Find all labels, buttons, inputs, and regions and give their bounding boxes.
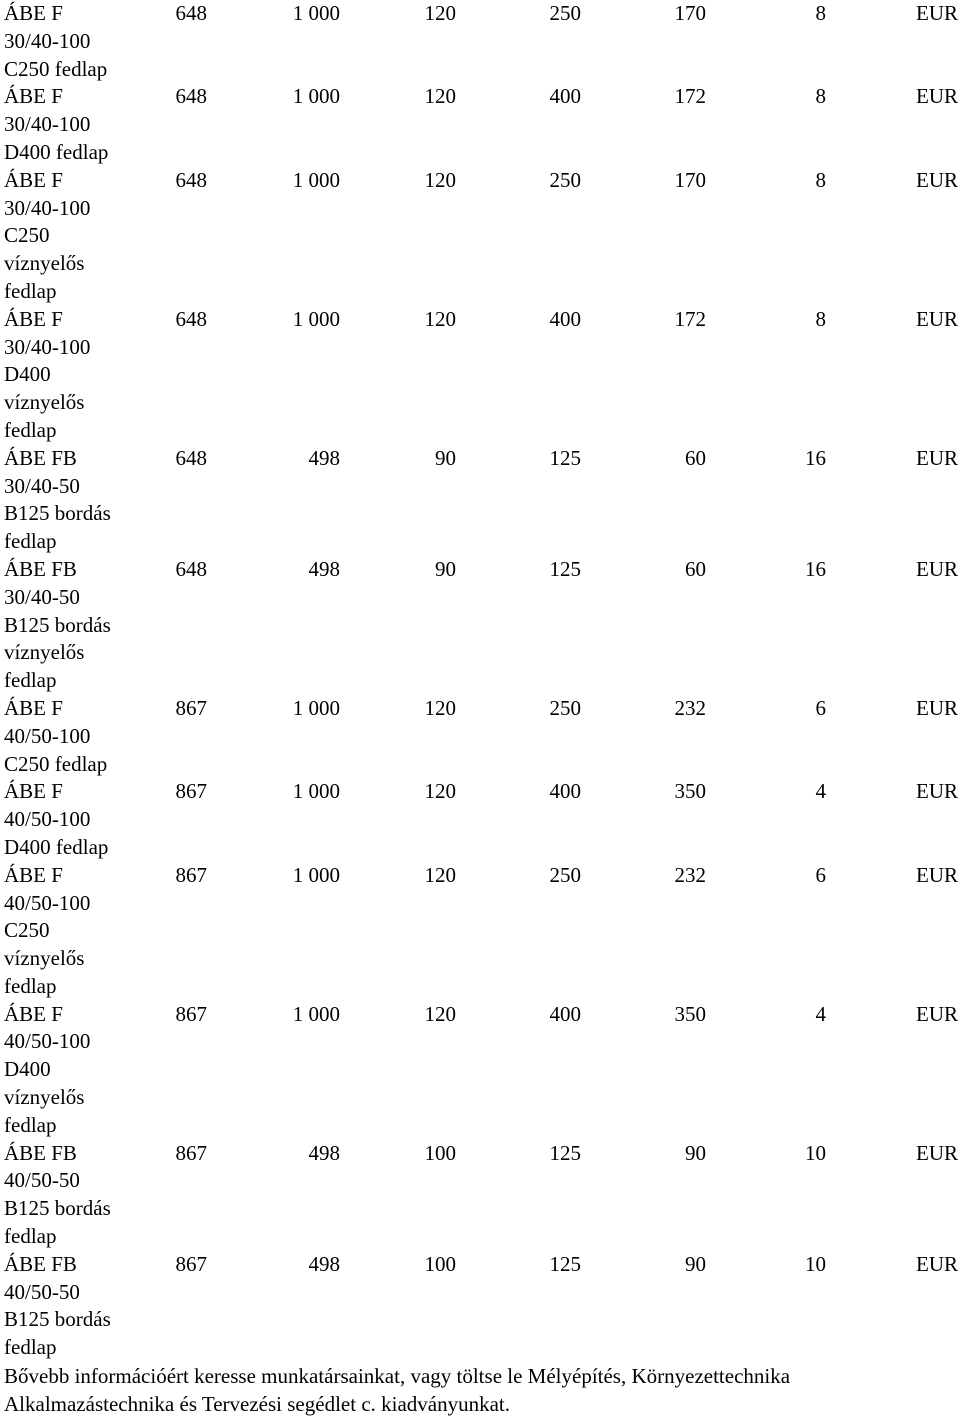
cell-col-2: 498: [308, 556, 340, 581]
cell-col-3: 120: [424, 306, 456, 331]
table-row: [0, 445, 960, 556]
product-name-line: 40/50-100: [4, 807, 91, 832]
product-name-line: 40/50-100: [4, 1029, 91, 1054]
cell-col-currency: EUR: [916, 306, 958, 331]
cell-col-2: 1 000: [292, 862, 340, 887]
product-name-line: víznyelős: [4, 251, 85, 276]
cell-col-1: 648: [175, 445, 207, 470]
cell-col-currency: EUR: [916, 556, 958, 581]
product-name-line: 30/40-50: [4, 584, 80, 609]
cell-col-3: 90: [435, 556, 456, 581]
table-row: [0, 1001, 960, 1140]
cell-col-6: 16: [805, 445, 826, 470]
product-name-line: C250: [4, 223, 50, 248]
cell-col-3: 120: [424, 1001, 456, 1026]
cell-col-4: 400: [549, 779, 581, 804]
product-name-line: 40/50-100: [4, 723, 91, 748]
product-name-line: B125 bordás: [4, 1196, 111, 1221]
table-row: [0, 167, 960, 306]
cell-col-3: 120: [424, 167, 456, 192]
cell-col-6: 4: [815, 1001, 826, 1026]
product-name-line: ÁBE F: [4, 695, 63, 720]
cell-col-currency: EUR: [916, 1001, 958, 1026]
cell-col-2: 1 000: [292, 695, 340, 720]
product-name-line: 40/50-100: [4, 890, 91, 915]
cell-col-6: 8: [815, 306, 826, 331]
cell-col-3: 120: [424, 695, 456, 720]
cell-col-1: 867: [175, 779, 207, 804]
product-name-line: 30/40-100: [4, 28, 91, 53]
cell-col-5: 350: [674, 1001, 706, 1026]
cell-col-6: 6: [815, 695, 826, 720]
cell-col-3: 90: [435, 445, 456, 470]
cell-col-1: 867: [175, 695, 207, 720]
cell-col-2: 1 000: [292, 306, 340, 331]
cell-col-1: 648: [175, 556, 207, 581]
footer-line-1: Bővebb információért keresse munkatársainkat, vagy töltse le Mélyépítés, Környezettechnika: [4, 1364, 791, 1388]
cell-col-currency: EUR: [916, 779, 958, 804]
cell-col-1: 648: [175, 306, 207, 331]
product-name-line: fedlap: [4, 973, 57, 998]
product-name-line: víznyelős: [4, 390, 85, 415]
cell-col-4: 250: [549, 862, 581, 887]
product-name-line: ÁBE F: [4, 84, 63, 109]
table-row: [0, 83, 960, 166]
cell-col-6: 10: [805, 1140, 826, 1165]
cell-col-6: 6: [815, 862, 826, 887]
product-name-line: 40/50-50: [4, 1279, 80, 1304]
product-name-line: fedlap: [4, 1335, 57, 1360]
cell-col-3: 100: [424, 1251, 456, 1276]
cell-col-currency: EUR: [916, 1140, 958, 1165]
cell-col-4: 400: [549, 1001, 581, 1026]
table-row: [0, 1140, 960, 1251]
cell-col-5: 170: [674, 1, 706, 25]
cell-col-currency: EUR: [916, 862, 958, 887]
product-name-line: fedlap: [4, 529, 57, 554]
cell-col-6: 8: [815, 1, 826, 25]
cell-col-1: 867: [175, 1001, 207, 1026]
cell-col-5: 232: [674, 862, 706, 887]
product-name-line: ÁBE F: [4, 167, 63, 192]
cell-col-4: 400: [549, 84, 581, 109]
cell-col-5: 60: [685, 445, 706, 470]
product-name-line: ÁBE FB: [4, 556, 77, 581]
cell-col-1: 648: [175, 84, 207, 109]
product-name-line: ÁBE F: [4, 1001, 63, 1026]
product-name-line: fedlap: [4, 1224, 57, 1249]
cell-col-5: 350: [674, 779, 706, 804]
product-name-line: B125 bordás: [4, 501, 111, 526]
product-name-line: ÁBE F: [4, 1, 63, 25]
cell-col-5: 60: [685, 556, 706, 581]
cell-col-5: 172: [674, 306, 706, 331]
cell-col-4: 125: [549, 1140, 581, 1165]
footer-line-2: Alkalmazástechnika és Tervezési segédlet c. kiadványunkat.: [4, 1391, 511, 1416]
product-name-line: B125 bordás: [4, 612, 111, 637]
product-name-line: fedlap: [4, 417, 57, 442]
product-name-line: fedlap: [4, 278, 57, 303]
cell-col-2: 498: [308, 445, 340, 470]
product-name-line: fedlap: [4, 1112, 57, 1137]
product-name-line: C250: [4, 918, 50, 943]
product-name-line: víznyelős: [4, 640, 85, 665]
cell-col-5: 172: [674, 84, 706, 109]
product-name-line: 30/40-100: [4, 334, 91, 359]
cell-col-3: 120: [424, 862, 456, 887]
product-name-line: fedlap: [4, 668, 57, 693]
cell-col-3: 120: [424, 84, 456, 109]
product-name-line: ÁBE F: [4, 862, 63, 887]
product-name-line: víznyelős: [4, 1085, 85, 1110]
cell-col-4: 125: [549, 445, 581, 470]
cell-col-currency: EUR: [916, 445, 958, 470]
product-name-line: D400: [4, 1057, 51, 1082]
product-name-line: ÁBE FB: [4, 1251, 77, 1276]
cell-col-6: 4: [815, 779, 826, 804]
cell-col-5: 232: [674, 695, 706, 720]
cell-col-currency: EUR: [916, 167, 958, 192]
cell-col-2: 1 000: [292, 167, 340, 192]
cell-col-6: 8: [815, 167, 826, 192]
product-name-line: ÁBE FB: [4, 445, 77, 470]
cell-col-1: 648: [175, 167, 207, 192]
cell-col-3: 120: [424, 1, 456, 25]
cell-col-4: 250: [549, 1, 581, 25]
cell-col-2: 498: [308, 1251, 340, 1276]
product-name-line: 30/40-100: [4, 195, 91, 220]
cell-col-2: 498: [308, 1140, 340, 1165]
cell-col-5: 90: [685, 1140, 706, 1165]
table-row: [0, 1251, 960, 1362]
cell-col-5: 90: [685, 1251, 706, 1276]
product-name-line: víznyelős: [4, 946, 85, 971]
cell-col-currency: EUR: [916, 695, 958, 720]
product-name-line: ÁBE F: [4, 779, 63, 804]
product-name-line: D400: [4, 362, 51, 387]
cell-col-1: 867: [175, 1251, 207, 1276]
table-row: [0, 778, 960, 861]
product-name-line: D400 fedlap: [4, 139, 109, 164]
cell-col-currency: EUR: [916, 1251, 958, 1276]
cell-col-4: 400: [549, 306, 581, 331]
cell-col-2: 1 000: [292, 1001, 340, 1026]
product-name-line: 40/50-50: [4, 1168, 80, 1193]
product-name-line: ÁBE FB: [4, 1140, 77, 1165]
cell-col-5: 170: [674, 167, 706, 192]
table-row: [0, 0, 960, 83]
product-name-line: C250 fedlap: [4, 751, 108, 776]
cell-col-2: 1 000: [292, 779, 340, 804]
table-row: [0, 556, 960, 695]
cell-col-4: 125: [549, 556, 581, 581]
product-name-line: ÁBE F: [4, 306, 63, 331]
product-name-line: 30/40-50: [4, 473, 80, 498]
product-name-line: D400 fedlap: [4, 834, 109, 859]
cell-col-1: 867: [175, 862, 207, 887]
cell-col-2: 1 000: [292, 84, 340, 109]
cell-col-6: 8: [815, 84, 826, 109]
cell-col-currency: EUR: [916, 84, 958, 109]
cell-col-4: 250: [549, 167, 581, 192]
cell-col-6: 16: [805, 556, 826, 581]
cell-col-3: 120: [424, 779, 456, 804]
cell-col-2: 1 000: [292, 1, 340, 25]
product-name-line: 30/40-100: [4, 112, 91, 137]
cell-col-4: 125: [549, 1251, 581, 1276]
product-name-line: C250 fedlap: [4, 56, 108, 81]
cell-col-1: 867: [175, 1140, 207, 1165]
table-row: [0, 695, 960, 778]
table-row: [0, 862, 960, 1001]
cell-col-3: 100: [424, 1140, 456, 1165]
table-row: [0, 306, 960, 445]
cell-col-4: 250: [549, 695, 581, 720]
footer-note: [4, 1363, 944, 1419]
cell-col-currency: EUR: [916, 1, 958, 25]
product-name-line: B125 bordás: [4, 1307, 111, 1332]
cell-col-1: 648: [175, 1, 207, 25]
cell-col-6: 10: [805, 1251, 826, 1276]
